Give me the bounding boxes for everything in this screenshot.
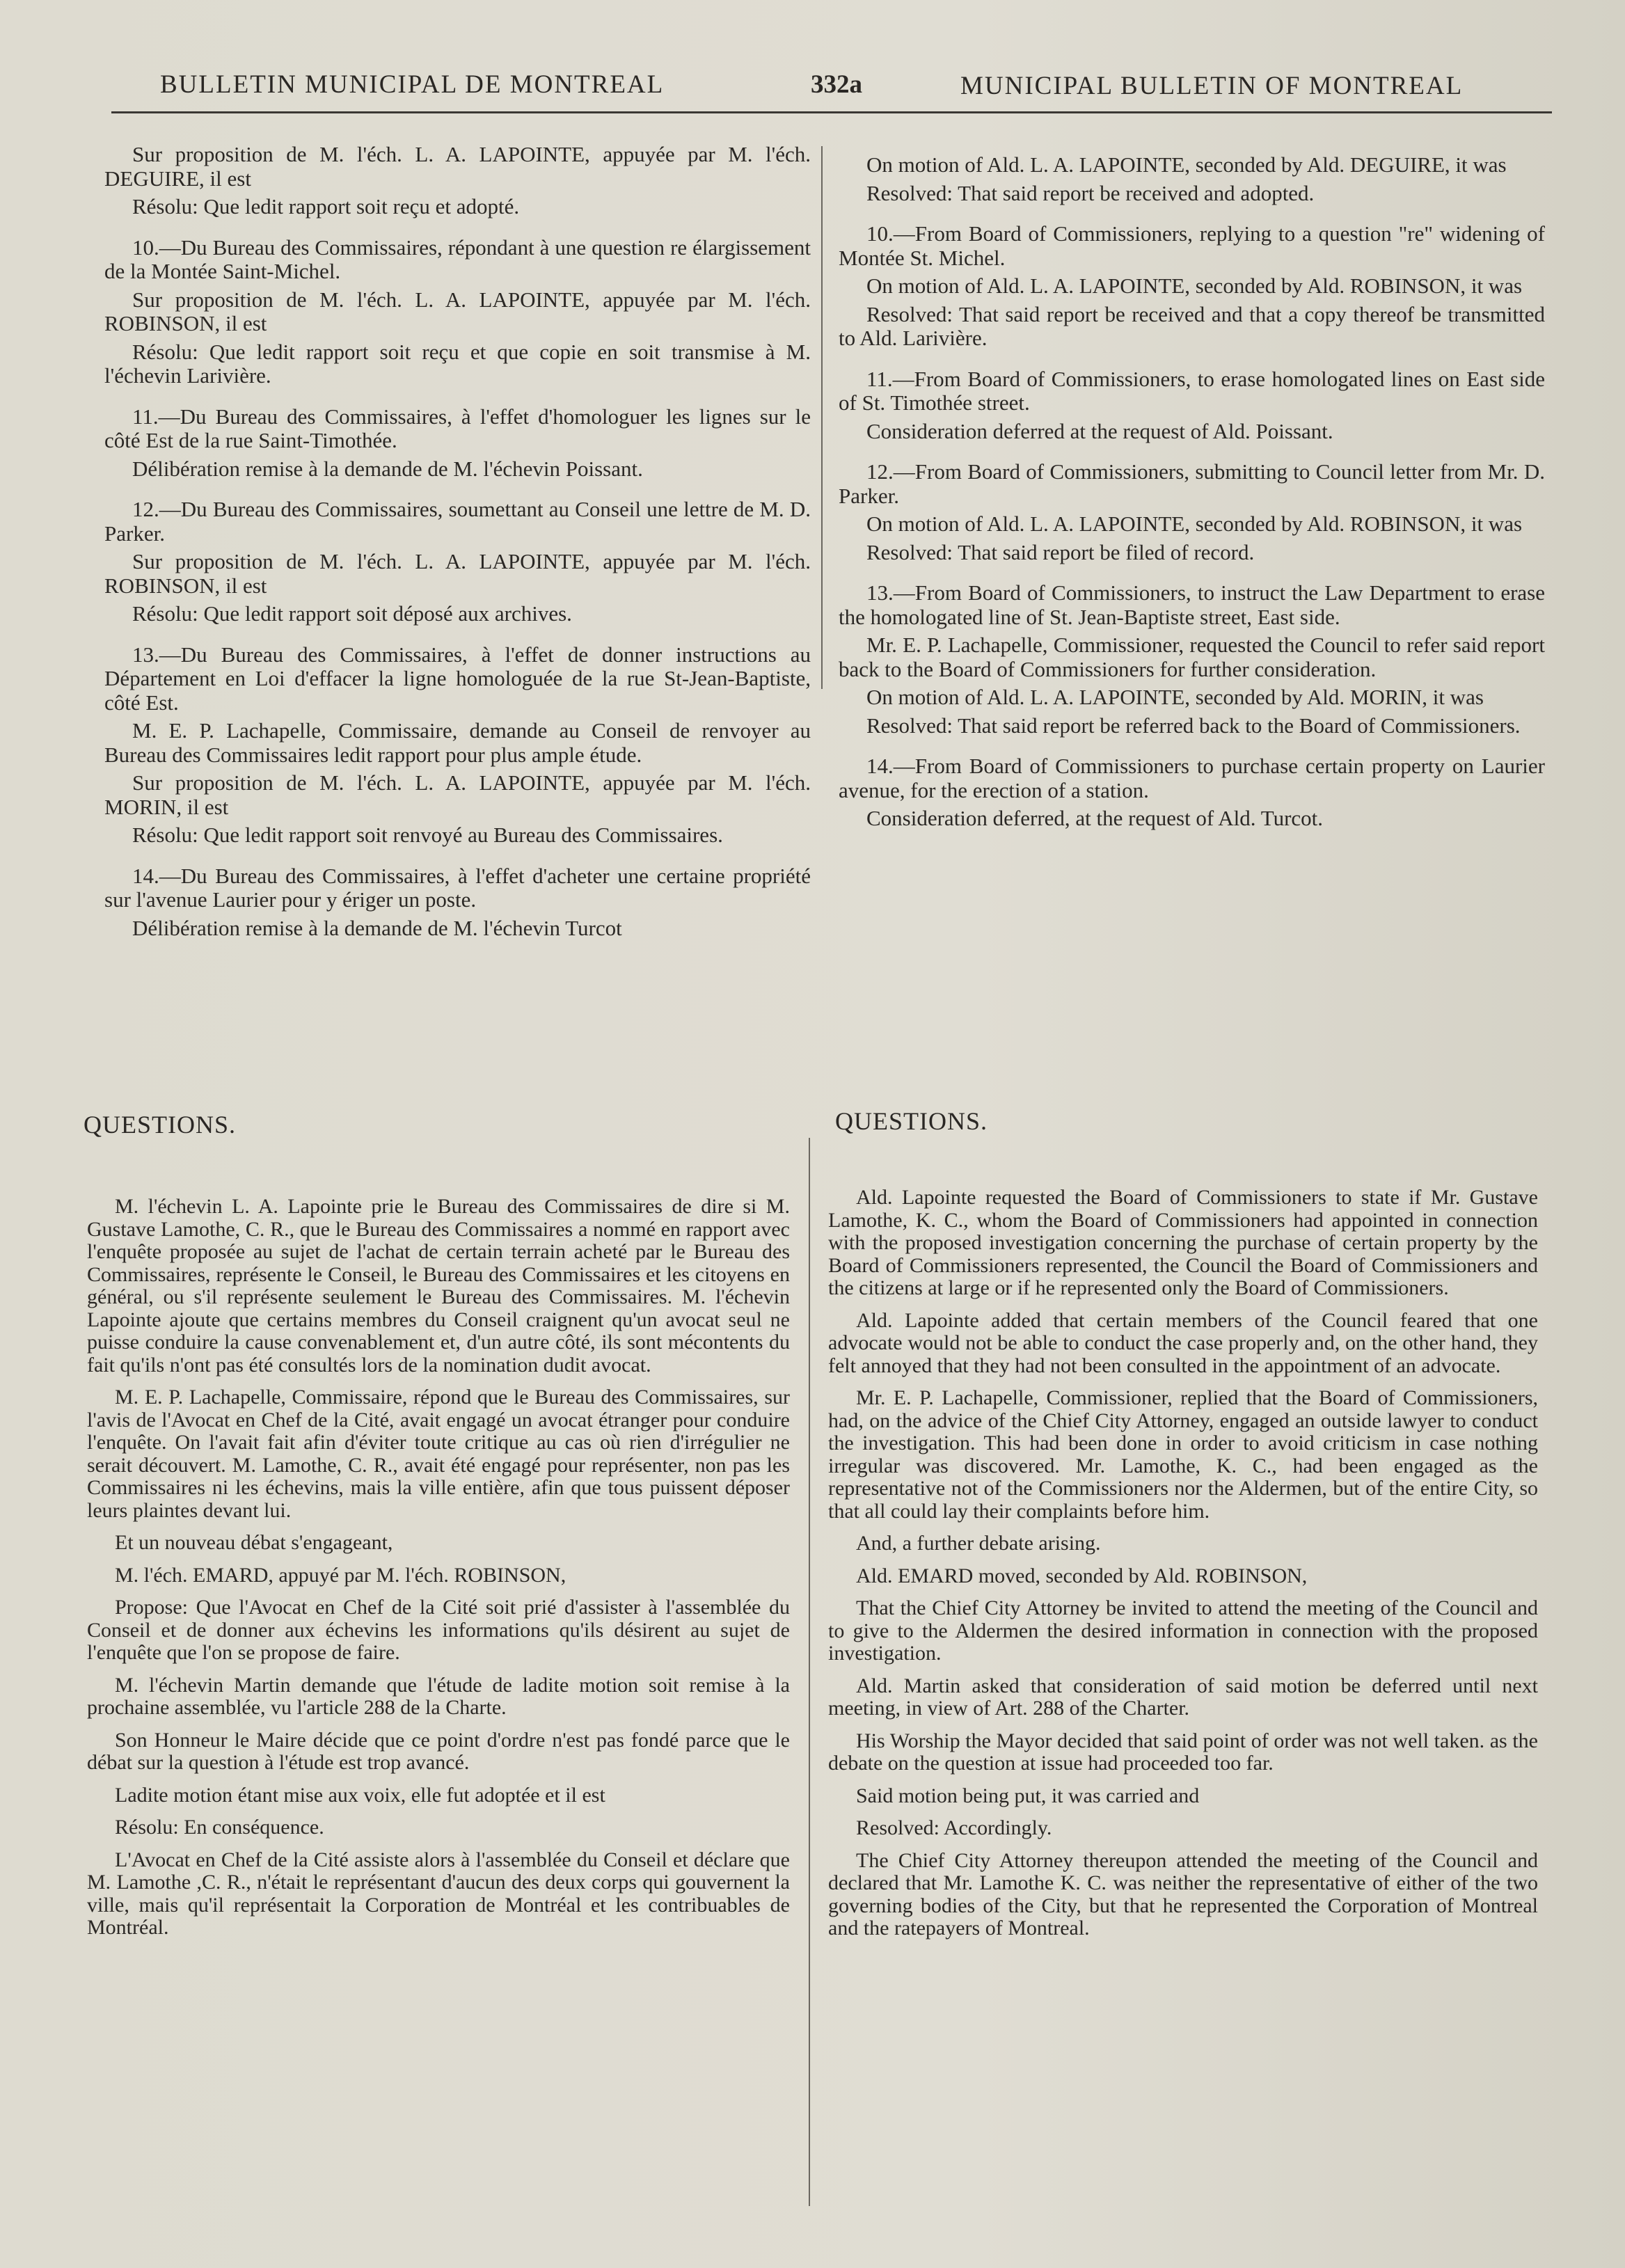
paragraph: Consideration deferred at the request of Ald. Poissant.: [866, 418, 1333, 443]
paragraph: Mr. E. P. Lachapelle, Commissioner, replied that the Board of Commissioners, had, on the advice of the Chief City Attorney, engaged an outside lawyer to conduct the investigation. This had been done in order to avoid criticism in case nothing irregular was discovered. Mr. Lamothe, K. C., had been engaged as the representative not of the Commissioners nor the Aldermen, but of the entire City, so that all could lay their complaints before him.: [828, 1386, 1538, 1523]
paragraph: And, a further debate arising.: [856, 1532, 1101, 1555]
paragraph: Sur proposition de M. l'éch. L. A. LAPOINTE, appuyée par M. l'éch. DEGUIRE, il est: [104, 142, 811, 191]
paragraph: His Worship the Mayor decided that said point of order was not well taken. as the debate on the question at issue had proceeded too far.: [828, 1729, 1538, 1775]
header-english-title: MUNICIPAL BULLETIN OF MONTREAL: [960, 72, 1464, 100]
paragraph: Résolu: Que ledit rapport soit renvoyé au Bureau des Commissaires.: [132, 823, 723, 847]
paragraph: 12.—From Board of Commissioners, submitting to Council letter from Mr. D. Parker.: [839, 459, 1545, 508]
french-questions-column: [87, 1196, 790, 1949]
column-divider: [809, 1138, 810, 2206]
paragraph: On motion of Ald. L. A. LAPOINTE, seconded by Ald. MORIN, it was: [866, 685, 1484, 709]
english-minutes-column: [839, 153, 1545, 848]
french-minutes-column: [104, 143, 811, 957]
paragraph: On motion of Ald. L. A. LAPOINTE, seconded by Ald. ROBINSON, it was: [866, 273, 1523, 298]
paragraph: Sur proposition de M. l'éch. L. A. LAPOINTE, appuyée par M. l'éch. MORIN, il est: [104, 770, 811, 819]
header-rule: [111, 111, 1552, 113]
paragraph: 12.—Du Bureau des Commissaires, soumettant au Conseil une lettre de M. D. Parker.: [104, 497, 811, 546]
paragraph: Ladite motion étant mise aux voix, elle fut adoptée et il est: [115, 1783, 605, 1807]
paragraph: On motion of Ald. L. A. LAPOINTE, seconded by Ald. DEGUIRE, it was: [866, 152, 1507, 177]
paragraph: 11.—Du Bureau des Commissaires, à l'effet d'homologuer les lignes sur le côté Est de la rue Saint-Timothée.: [104, 404, 811, 452]
paragraph: Résolu: Que ledit rapport soit reçu et que copie en soit transmise à M. l'échevin Larivière.: [104, 339, 811, 388]
paragraph: Son Honneur le Maire décide que ce point d'ordre n'est pas fondé parce que le débat sur la question à l'étude est trop avancé.: [87, 1728, 790, 1774]
questions-heading-french: QUESTIONS.: [84, 1111, 237, 1139]
paragraph: 14.—Du Bureau des Commissaires, à l'effet d'acheter une certaine propriété sur l'avenue Laurier pour y ériger un poste.: [104, 863, 811, 912]
paragraph: 14.—From Board of Commissioners to purchase certain property on Laurier avenue, for the erection of a station.: [839, 754, 1545, 802]
paragraph: M. E. P. Lachapelle, Commissaire, demande au Conseil de renvoyer au Bureau des Commissaires ledit rapport pour plus ample étude.: [104, 718, 811, 767]
paragraph: Ald. Martin asked that consideration of said motion be deferred until next meeting, in view of Art. 288 of the Charter.: [828, 1674, 1538, 1720]
paragraph: 11.—From Board of Commissioners, to erase homologated lines on East side of St. Timothée street.: [839, 366, 1545, 415]
paragraph: L'Avocat en Chef de la Cité assiste alors à l'assemblée du Conseil et déclare que M. Lamothe ,C. R., n'était le représentant d'aucun des deux corps qui gouvernent la ville, mais qu'il représentait la Corporation de Montréal et les contribuables de Montréal.: [87, 1848, 790, 1939]
paragraph: Said motion being put, it was carried and: [856, 1784, 1200, 1807]
paragraph: Résolu: Que ledit rapport soit reçu et adopté.: [132, 194, 520, 219]
column-divider: [821, 146, 823, 689]
paragraph: Ald. EMARD moved, seconded by Ald. ROBINSON,: [856, 1564, 1308, 1587]
paragraph: Ald. Lapointe added that certain members of the Council feared that one advocate would not be able to conduct the case properly and, on the other hand, they felt annoyed that they had not been consulted in the appointment of an advocate.: [828, 1308, 1538, 1377]
paragraph: Resolved: Accordingly.: [856, 1816, 1052, 1839]
paragraph: 13.—From Board of Commissioners, to instruct the Law Department to erase the homologated line of St. Jean-Baptiste street, East side.: [839, 580, 1545, 629]
paragraph: Mr. E. P. Lachapelle, Commissioner, requested the Council to refer said report back to the Board of Commissioners for further consideration.: [839, 633, 1545, 681]
paragraph: Résolu: Que ledit rapport soit déposé aux archives.: [132, 601, 572, 626]
paragraph: Ald. Lapointe requested the Board of Commissioners to state if Mr. Gustave Lamothe, K. C., whom the Board of Commissioners had appointed in connection with the proposed investigation concerning the purchase of certain property by the Board of Commissioners represented, the Council the Board of Commissioners and the citizens at large or if he represented only the Board of Commissioners.: [828, 1186, 1538, 1299]
paragraph: Délibération remise à la demande de M. l'échevin Turcot: [132, 915, 622, 940]
paragraph: Sur proposition de M. l'éch. L. A. LAPOINTE, appuyée par M. l'éch. ROBINSON, il est: [104, 549, 811, 598]
header-french-title: BULLETIN MUNICIPAL DE MONTREAL: [160, 70, 665, 99]
paragraph: Délibération remise à la demande de M. l'échevin Poissant.: [132, 456, 643, 481]
paragraph: M. E. P. Lachapelle, Commissaire, répond que le Bureau des Commissaires, sur l'avis de l'Avocat en Chef de la Cité, avait engagé un avocat étranger pour conduire l'enquête. On l'avait fait afin d'éviter toute critique au cas où rien d'irrégulier ne serait découvert. M. Lamothe, C. R., avait été engagé pour représenter, non pas les Commissaires ni les échevins, mais la ville entière, afin que tous puissent déposer leurs plaintes devant lui.: [87, 1386, 790, 1522]
paragraph: The Chief City Attorney thereupon attended the meeting of the Council and declared that Mr. Lamothe K. C. was neither the representative of either of the two governing bodies of the City, but that he represented the Corporation of Montreal and the ratepayers of Montreal.: [828, 1848, 1538, 1940]
paragraph: Sur proposition de M. l'éch. L. A. LAPOINTE, appuyée par M. l'éch. ROBINSON, il est: [104, 287, 811, 335]
paragraph: That the Chief City Attorney be invited to attend the meeting of the Council and to give to the Aldermen the desired information in connection with the proposed investigation.: [828, 1596, 1538, 1665]
paragraph: M. l'éch. EMARD, appuyé par M. l'éch. ROBINSON,: [115, 1563, 566, 1587]
page-header: [111, 63, 1531, 111]
paragraph: On motion of Ald. L. A. LAPOINTE, seconded by Ald. ROBINSON, it was: [866, 512, 1523, 536]
page-number: 332a: [811, 70, 862, 99]
paragraph: Résolu: En conséquence.: [115, 1816, 324, 1839]
paragraph: 13.—Du Bureau des Commissaires, à l'effet de donner instructions au Département en Loi d'effacer la ligne homologuée de la rue St-Jean-Baptiste, côté Est.: [104, 642, 811, 715]
english-questions-column: [828, 1187, 1538, 1950]
paragraph: Resolved: That said report be received and adopted.: [866, 180, 1315, 205]
questions-heading-english: QUESTIONS.: [835, 1107, 988, 1135]
paragraph: Consideration deferred, at the request of Ald. Turcot.: [866, 806, 1324, 830]
paragraph: Propose: Que l'Avocat en Chef de la Cité soit prié d'assister à l'assemblée du Conseil et de donner aux échevins les informations qu'ils désirent au sujet de l'enquête que l'on se propose de faire.: [87, 1596, 790, 1664]
paragraph: M. l'échevin L. A. Lapointe prie le Bureau des Commissaires de dire si M. Gustave Lamothe, C. R., que le Bureau des Commissaires a nommé en rapport avec l'enquête proposée au sujet de l'achat de certain terrain acheté par le Bureau des Commissaires, représente le Conseil, le Bureau des Commissaires et les citoyens en général, ou s'il représente seulement le Bureau des Commissaires. M. l'échevin Lapointe ajoute que certains membres du Conseil craignent qu'un avocat seul ne puisse conduire la cause convenablement et, d'un autre côté, ils sont mécontents du fait qu'ils n'ont pas été consultés lors de la nomination dudit avocat.: [87, 1195, 790, 1377]
paragraph: 10.—Du Bureau des Commissaires, répondant à une question re élargissement de la Montée Saint-Michel.: [104, 235, 811, 283]
paragraph: M. l'échevin Martin demande que l'étude de ladite motion soit remise à la prochaine assemblée, vu l'article 288 de la Charte.: [87, 1673, 790, 1719]
paragraph: Resolved: That said report be referred back to the Board of Commissioners.: [866, 713, 1521, 738]
paragraph: Et un nouveau débat s'engageant,: [115, 1531, 393, 1554]
paragraph: 10.—From Board of Commissioners, replying to a question "re" widening of Montée St. Michel.: [839, 221, 1545, 270]
paragraph: Resolved: That said report be filed of record.: [866, 539, 1255, 564]
paragraph: Resolved: That said report be received and that a copy thereof be transmitted to Ald. Larivière.: [839, 301, 1545, 350]
